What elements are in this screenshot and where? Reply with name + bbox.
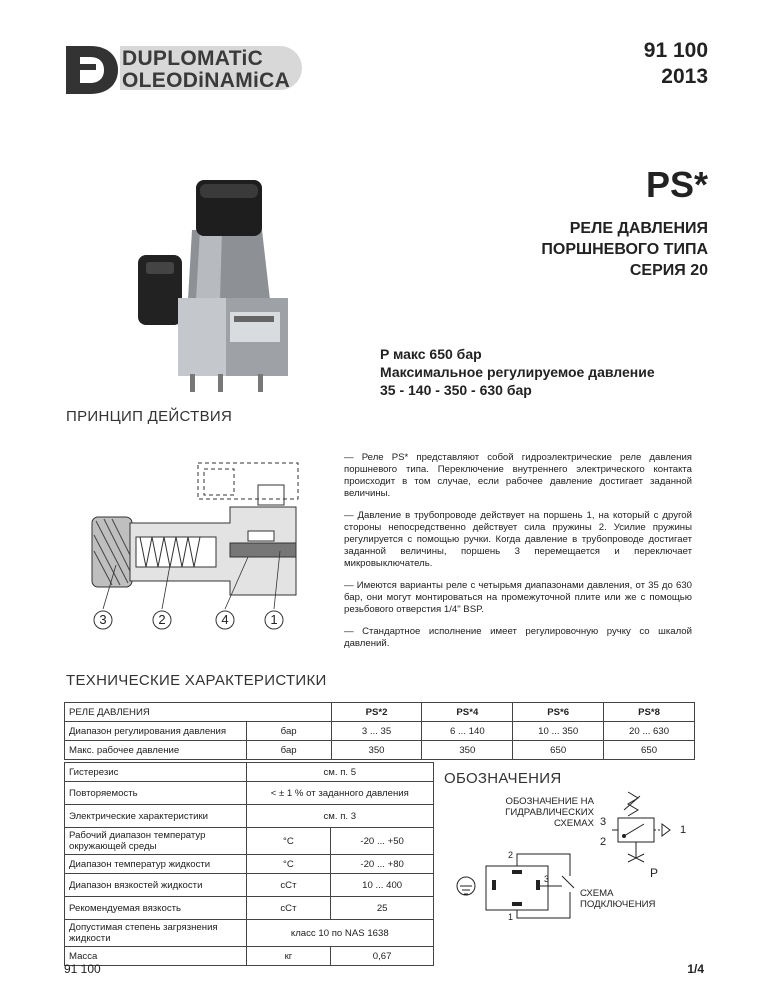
principle-text	[344, 452, 692, 650]
page-number: 1/4	[687, 962, 704, 976]
row-value: 350	[422, 741, 513, 760]
product-params	[380, 345, 655, 399]
doc-number-block	[644, 38, 708, 90]
param-line: P макс 650 бар	[380, 346, 482, 362]
table-row	[65, 722, 695, 741]
tech-heading: ТЕХНИЧЕСКИЕ ХАРАКТЕРИСТИКИ	[66, 672, 327, 689]
table-row	[65, 828, 434, 855]
table-col-header: PS*4	[422, 703, 513, 722]
row-label: Диапазон регулирования давления	[65, 722, 247, 741]
row-label: Допустимая степень загрязнения жидкости	[65, 920, 247, 947]
wiring-port-3: 3	[544, 874, 550, 884]
row-value: < ± 1 % от заданного давления	[246, 782, 433, 805]
row-value: 350	[331, 741, 422, 760]
row-value: класс 10 по NAS 1638	[246, 920, 433, 947]
row-unit: °C	[246, 828, 331, 855]
wiring-diagram	[452, 846, 582, 926]
principle-paragraph: — Имеются варианты реле с четырьмя диапазонами давления, от 35 до 630 бар, они могут монтироваться на промежуточной плите или же с помощью резьбового отверстия 1/4" BSP.	[344, 580, 692, 615]
symbols-heading: ОБОЗНАЧЕНИЯ	[444, 770, 562, 787]
hyd-port-1: 1	[680, 824, 687, 836]
diagram-label-2: 2	[158, 612, 166, 627]
row-label: Макс. рабочее давление	[65, 741, 247, 760]
diagram-label-1: 1	[270, 612, 278, 627]
row-unit: кг	[246, 947, 331, 966]
caption-line: СХЕМА	[580, 888, 614, 899]
row-label: Рекомендуемая вязкость	[65, 897, 247, 920]
row-value: 650	[604, 741, 695, 760]
table-row	[65, 741, 695, 760]
table-row	[65, 947, 434, 966]
principle-paragraph: — Давление в трубопроводе действует на поршень 1, на который с другой стороны непосредственно действует сила пружины 2. Усилие пружины регулируется с помощью ручки. Когда давление в трубопроводе достигает заданной величины, поршень 3 перемещается и переключает микровыключатель.	[344, 510, 692, 569]
row-value: 3 ... 35	[331, 722, 422, 741]
doc-number: 91 100	[643, 39, 708, 62]
logo-d-icon	[62, 40, 120, 98]
row-value: см. п. 5	[246, 763, 433, 782]
diagram-label-4: 4	[221, 612, 229, 627]
row-unit: сСт	[246, 897, 331, 920]
table-row	[65, 874, 434, 897]
product-code: PS*	[645, 164, 708, 205]
footer-doc-number: 91 100	[64, 962, 101, 976]
param-line: Максимальное регулируемое давление	[380, 364, 655, 380]
table-header-row	[65, 703, 695, 722]
row-value: см. п. 3	[246, 805, 433, 828]
row-value: 20 ... 630	[604, 722, 695, 741]
title-line: СЕРИЯ 20	[629, 262, 708, 279]
logo-line2: OLEODiNAMiCA	[122, 69, 291, 92]
table-header-label: РЕЛЕ ДАВЛЕНИЯ	[65, 703, 332, 722]
table-row	[65, 897, 434, 920]
row-label: Рабочий диапазон температур окружающей среды	[65, 828, 247, 855]
title-line: РЕЛЕ ДАВЛЕНИЯ	[569, 220, 708, 237]
table-col-header: PS*2	[331, 703, 422, 722]
row-label: Диапазон вязкостей жидкости	[65, 874, 247, 897]
table-col-header: PS*6	[513, 703, 604, 722]
row-label: Диапазон температур жидкости	[65, 855, 247, 874]
caption-line: ГИДРАВЛИЧЕСКИХ	[505, 807, 594, 818]
caption-line: СХЕМАХ	[554, 818, 594, 829]
hyd-port-2: 2	[600, 836, 607, 848]
row-unit: °C	[246, 855, 331, 874]
row-value: 650	[513, 741, 604, 760]
tech-table-main	[64, 702, 695, 760]
row-label: Повторяемость	[65, 782, 247, 805]
tech-table-lower	[64, 762, 434, 966]
doc-year: 2013	[661, 65, 708, 88]
caption-line: ПОДКЛЮЧЕНИЯ	[580, 899, 656, 910]
table-row	[65, 782, 434, 805]
row-unit: бар	[246, 741, 331, 760]
wiring-caption	[580, 888, 655, 910]
principle-heading: ПРИНЦИП ДЕЙСТВИЯ	[66, 408, 233, 425]
hyd-port-3: 3	[600, 816, 607, 828]
cross-section-diagram	[70, 445, 330, 635]
wiring-port-2: 2	[508, 850, 514, 860]
hydraulic-symbol-caption	[470, 796, 594, 829]
row-value: 25	[331, 897, 434, 920]
row-value: 10 ... 350	[513, 722, 604, 741]
principle-paragraph: — Реле PS* представляют собой гидроэлектрические реле давления поршневого типа. Переключение внутреннего электрического контакта происходит в том случае, если рабочее давление достигает заданной величины.	[344, 452, 692, 499]
product-photo	[130, 170, 300, 400]
wiring-port-1: 1	[508, 912, 514, 922]
row-unit: бар	[246, 722, 331, 741]
row-value: 6 ... 140	[422, 722, 513, 741]
hydraulic-symbol-diagram	[610, 788, 690, 868]
table-col-header: PS*8	[604, 703, 695, 722]
row-value: 10 ... 400	[331, 874, 434, 897]
row-unit: сСт	[246, 874, 331, 897]
principle-paragraph: — Стандартное исполнение имеет регулировочную ручку со шкалой давлений.	[344, 626, 692, 649]
diagram-label-3: 3	[99, 612, 107, 627]
table-row	[65, 920, 434, 947]
row-label: Электрические характеристики	[65, 805, 247, 828]
row-value: -20 ... +80	[331, 855, 434, 874]
title-line: ПОРШНЕВОГО ТИПА	[541, 241, 708, 258]
row-label: Гистерезис	[65, 763, 247, 782]
table-row	[65, 805, 434, 828]
logo-line1: DUPLOMATiC	[122, 47, 264, 70]
product-title	[541, 218, 708, 281]
row-value: 0,67	[331, 947, 434, 966]
table-row	[65, 763, 434, 782]
caption-line: ОБОЗНАЧЕНИЕ НА	[505, 796, 594, 807]
table-row	[65, 855, 434, 874]
row-label: Масса	[65, 947, 247, 966]
logo-wordmark	[122, 48, 290, 92]
param-line: 35 - 140 - 350 - 630 бар	[380, 382, 532, 398]
hyd-port-P: P	[650, 866, 659, 880]
row-value: -20 ... +50	[331, 828, 434, 855]
